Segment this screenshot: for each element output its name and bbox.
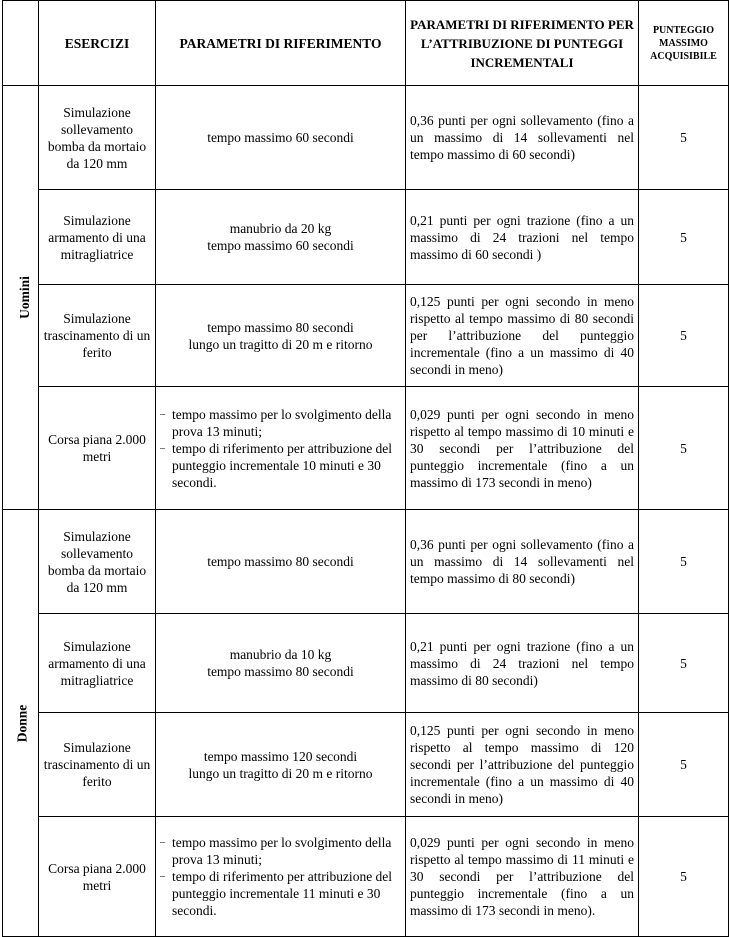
parameters-cell xyxy=(156,86,406,190)
header-esercizi: ESERCIZI xyxy=(39,1,156,86)
parameter-line: tempo massimo 80 secondi xyxy=(207,664,354,679)
parameters-cell xyxy=(156,817,406,937)
exercise-cell: Corsa piana 2.000 metri xyxy=(39,817,156,937)
exercise-cell: Simulazione sollevamento bomba da mortaio da 120 mm xyxy=(39,510,156,614)
exercise-cell: Simulazione armamento di una mitragliatrice xyxy=(39,190,156,285)
table-row xyxy=(3,614,729,713)
exercise-cell: Simulazione trascinamento di un ferito xyxy=(39,285,156,387)
table-row xyxy=(3,817,729,937)
group-label-uomini: Uomini xyxy=(16,276,32,319)
group-label-cell xyxy=(3,510,39,937)
header-row xyxy=(3,1,729,86)
parameter-line: lungo un tragitto di 20 m e ritorno xyxy=(188,336,373,352)
exercise-cell: Simulazione sollevamento bomba da mortaio da 120 mm xyxy=(39,86,156,190)
score-cell: 5 xyxy=(639,614,729,713)
incremental-cell: 0,125 punti per ogni secondo in meno rispetto al tempo massimo di 120 secondi per l’attribuzione del punteggio incrementale (fino a un massimo di 40 secondi in meno) xyxy=(406,713,639,817)
score-cell: 5 xyxy=(639,387,729,510)
parameters-cell xyxy=(156,713,406,817)
parameter-line: tempo massimo 80 secondi xyxy=(207,319,354,335)
parameter-list xyxy=(160,834,401,919)
score-cell: 5 xyxy=(639,285,729,387)
group-label-cell xyxy=(3,86,39,510)
incremental-cell: 0,21 punti per ogni trazione (fino a un massimo di 24 trazioni nel tempo massimo di 60 secondi ) xyxy=(406,190,639,285)
group-label-donne: Donne xyxy=(14,704,30,742)
parameter-line: manubrio da 20 kg xyxy=(229,221,332,236)
parameter-line: tempo massimo 120 secondi xyxy=(203,748,358,764)
table-row xyxy=(3,86,729,190)
exercise-cell: Corsa piana 2.000 metri xyxy=(39,387,156,510)
header-incrementali: PARAMETRI DI RIFERIMENTO PER L’ATTRIBUZIONE DI PUNTEGGI INCREMENTALI xyxy=(406,1,639,86)
table-row xyxy=(3,190,729,285)
incremental-cell: 0,125 punti per ogni secondo in meno rispetto al tempo massimo di 80 secondi per l’attribuzione del punteggio incrementale (fino a un massimo di 40 secondi in meno) xyxy=(406,285,639,387)
table-row xyxy=(3,387,729,510)
parameter-item: – tempo massimo per lo svolgimento della prova 13 minuti; xyxy=(172,406,401,440)
parameter-list xyxy=(160,406,401,491)
score-cell: 5 xyxy=(639,817,729,937)
score-cell: 5 xyxy=(639,86,729,190)
parameters-cell xyxy=(156,387,406,510)
exercise-cell: Simulazione trascinamento di un ferito xyxy=(39,713,156,817)
header-punteggio: PUNTEGGIO MASSIMO ACQUISIBILE xyxy=(639,1,729,86)
parameters-cell xyxy=(156,190,406,285)
parameter-line: manubrio da 10 kg xyxy=(229,647,332,662)
score-cell: 5 xyxy=(639,713,729,817)
parameters-cell xyxy=(156,285,406,387)
header-parametri: PARAMETRI DI RIFERIMENTO xyxy=(156,1,406,86)
table-row xyxy=(3,510,729,614)
scoring-table xyxy=(2,0,729,937)
score-cell: 5 xyxy=(639,510,729,614)
parameter-line: tempo massimo 60 secondi xyxy=(207,238,354,253)
corner-cell xyxy=(3,1,39,86)
incremental-cell: 0,029 punti per ogni secondo in meno rispetto al tempo massimo di 11 minuti e 30 secondi per l’attribuzione del punteggio incrementale (fino a un massimo di 173 secondi in meno). xyxy=(406,817,639,937)
parameter-line: tempo massimo 60 secondi xyxy=(207,130,354,145)
score-cell: 5 xyxy=(639,190,729,285)
incremental-cell: 0,36 punti per ogni sollevamento (fino a un massimo di 14 sollevamenti nel tempo massimo di 60 secondi) xyxy=(406,86,639,190)
parameters-cell xyxy=(156,510,406,614)
table-row xyxy=(3,285,729,387)
parameter-line: lungo un tragitto di 20 m e ritorno xyxy=(188,765,373,781)
parameter-item: – tempo massimo per lo svolgimento della prova 13 minuti; xyxy=(172,834,401,868)
incremental-cell: 0,36 punti per ogni sollevamento (fino a un massimo di 14 sollevamenti nel tempo massimo di 80 secondi) xyxy=(406,510,639,614)
incremental-cell: 0,029 punti per ogni secondo in meno rispetto al tempo massimo di 10 minuti e 30 secondi per l’attribuzione del punteggio incrementale (fino a un massimo di 173 secondi in meno) xyxy=(406,387,639,510)
incremental-cell: 0,21 punti per ogni trazione (fino a un massimo di 24 trazioni nel tempo massimo di 80 secondi) xyxy=(406,614,639,713)
table-row xyxy=(3,713,729,817)
parameter-line: tempo massimo 80 secondi xyxy=(207,554,354,569)
parameter-item: – tempo di riferimento per attribuzione del punteggio incrementale 10 minuti e 30 secondi. xyxy=(172,440,401,491)
parameters-cell xyxy=(156,614,406,713)
exercise-cell: Simulazione armamento di una mitragliatrice xyxy=(39,614,156,713)
parameter-item: – tempo di riferimento per attribuzione del punteggio incrementale 11 minuti e 30 secondi. xyxy=(172,868,401,919)
